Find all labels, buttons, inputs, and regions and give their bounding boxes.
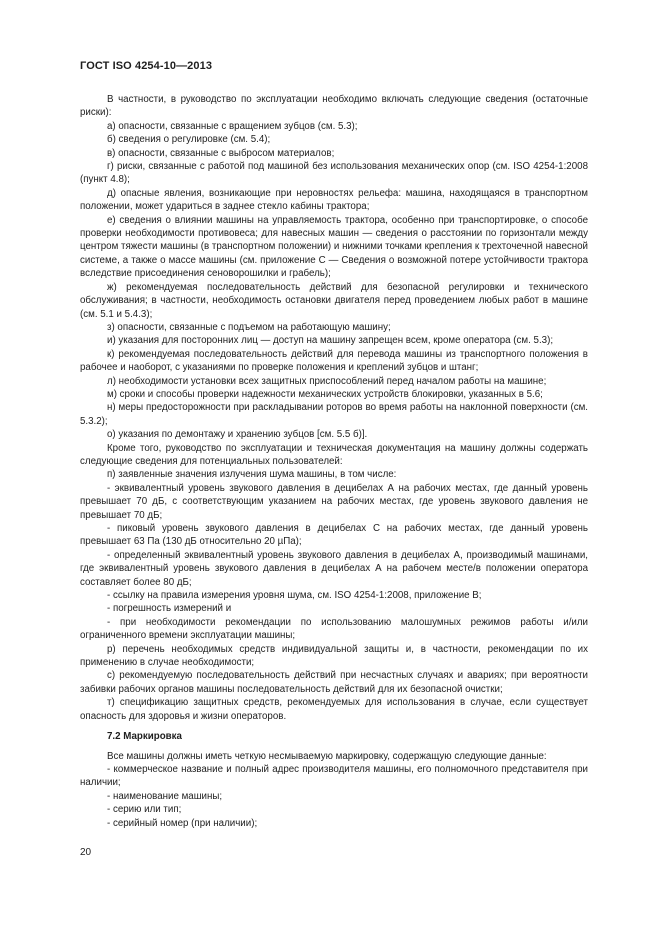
paragraph: в) опасности, связанные с выбросом материалов; — [107, 147, 335, 159]
paragraph: т) спецификацию защитных средств, рекомендуемых для использования в случае, если существует опасность для здоровья и жизни операторов. — [80, 697, 588, 722]
paragraph: с) рекомендуемую последовательность действий при несчастных случаях и авариях; при вероятности забивки рабочих органов машины последовательность действий для их безопасной очистки; — [80, 670, 588, 695]
paragraph: д) опасные явления, возникающие при неровностях рельефа: машина, находящаяся в транспортном положении, может удариться в заднее стекло кабины трактора; — [80, 187, 588, 213]
paragraph: н) меры предосторожности при раскладывании роторов во время работы на наклонной поверхности (см. 5.3.2); — [80, 402, 588, 427]
paragraph: и) указания для посторонних лиц — доступ на машину запрещен всем, кроме оператора (см. 5.3); — [107, 335, 554, 347]
paragraph: Все машины должны иметь четкую несмываемую маркировку, содержащую следующие данные: — [107, 750, 547, 762]
paragraph: о) указания по демонтажу и хранению зубцов [см. 5.5 б)]. — [107, 429, 368, 441]
section-heading-7-2: 7.2 Маркировка — [107, 731, 182, 743]
paragraph: - серийный номер (при наличии); — [107, 817, 258, 829]
section-7-1-continued — [80, 93, 588, 723]
paragraph: к) рекомендуемая последовательность действий для перевода машины из транспортного положения в рабочее и наоборот, с указаниями по проверке положения и креплений зубцов и штанг; — [80, 348, 588, 374]
paragraph: - определенный эквивалентный уровень звукового давления в децибелах А, производимый машинами, где эквивалентный уровень звукового давления в децибелах А на рабочем месте/в положении оператора составляет более 80 дБ; — [80, 549, 588, 588]
paragraph: - эквивалентный уровень звукового давления в децибелах А на рабочих местах, где данный уровень превышает 70 дБ, с соответствующим указанием на рабочих местах, где уровень звукового давления не превышает 70 дБ; — [80, 482, 588, 521]
paragraph: - коммерческое название и полный адрес производителя машины, его полномочного представителя при наличии; — [80, 763, 588, 789]
paragraph: а) опасности, связанные с вращением зубцов (см. 5.3); — [107, 120, 358, 132]
paragraph: - погрешность измерений и — [107, 603, 232, 615]
paragraph: п) заявленные значения излучения шума машины, в том числе: — [107, 469, 397, 481]
document-header: ГОСТ ISO 4254-10—2013 — [80, 60, 213, 72]
paragraph: ж) рекомендуемая последовательность действий для безопасной регулировки и технического обслуживания; в частности, необходимость остановки двигателя перед проведением любых работ в машине (см. 5.1 и 5.4.3); — [80, 281, 588, 320]
paragraph: Кроме того, руководство по эксплуатации и техническая документация на машину должны содержать следующие сведения для потенциальных пользователей: — [80, 442, 588, 467]
paragraph: г) риски, связанные с работой под машиной без использования механических опор (см. ISO 4254-1:2008 (пункт 4.8); — [80, 161, 588, 186]
paragraph: з) опасности, связанные с подъемом на работающую машину; — [107, 321, 391, 333]
paragraph: м) сроки и способы проверки надежности механических устройств блокировки, указанных в 5.6; — [107, 388, 543, 400]
paragraph: б) сведения о регулировке (см. 5.4); — [107, 134, 271, 146]
paragraph: - серию или тип; — [107, 804, 182, 816]
paragraph: - пиковый уровень звукового давления в децибелах С на рабочих местах, где данный уровень превышает 63 Па (130 дБ относительно 20 µПа); — [80, 523, 588, 548]
paragraph: - при необходимости рекомендации по использованию малошумных режимов работы и/или ограниченного времени эксплуатации машины; — [80, 616, 588, 642]
paragraph: В частности, в руководство по эксплуатации необходимо включать следующие сведения (остаточные риски): — [80, 94, 588, 119]
paragraph: р) перечень необходимых средств индивидуальной защиты и, в частности, рекомендации по их применению в случае необходимости; — [80, 643, 588, 669]
section-7-2-body — [80, 750, 588, 830]
paragraph: е) сведения о влиянии машины на управляемость трактора, особенно при транспортировке, о способе проверки необходимости противовеса; для навесных машин — сведения о расстоянии по горизонтали между центром тяжести машины (в транспортном положении) и нижними точками крепления к трехточечной навесной системе, а также о массе машины (см. приложение С — Сведения о возможной потере устойчивости трактора вследствие присоединения сеноворошилки и грабель); — [80, 214, 588, 280]
paragraph: - наименование машины; — [107, 790, 223, 802]
page-number: 20 — [80, 847, 92, 858]
paragraph: - ссылку на правила измерения уровня шума, см. ISO 4254-1:2008, приложение В; — [107, 590, 482, 602]
document-body — [80, 93, 588, 830]
paragraph: л) необходимости установки всех защитных приспособлений перед началом работы на машине; — [107, 375, 547, 387]
